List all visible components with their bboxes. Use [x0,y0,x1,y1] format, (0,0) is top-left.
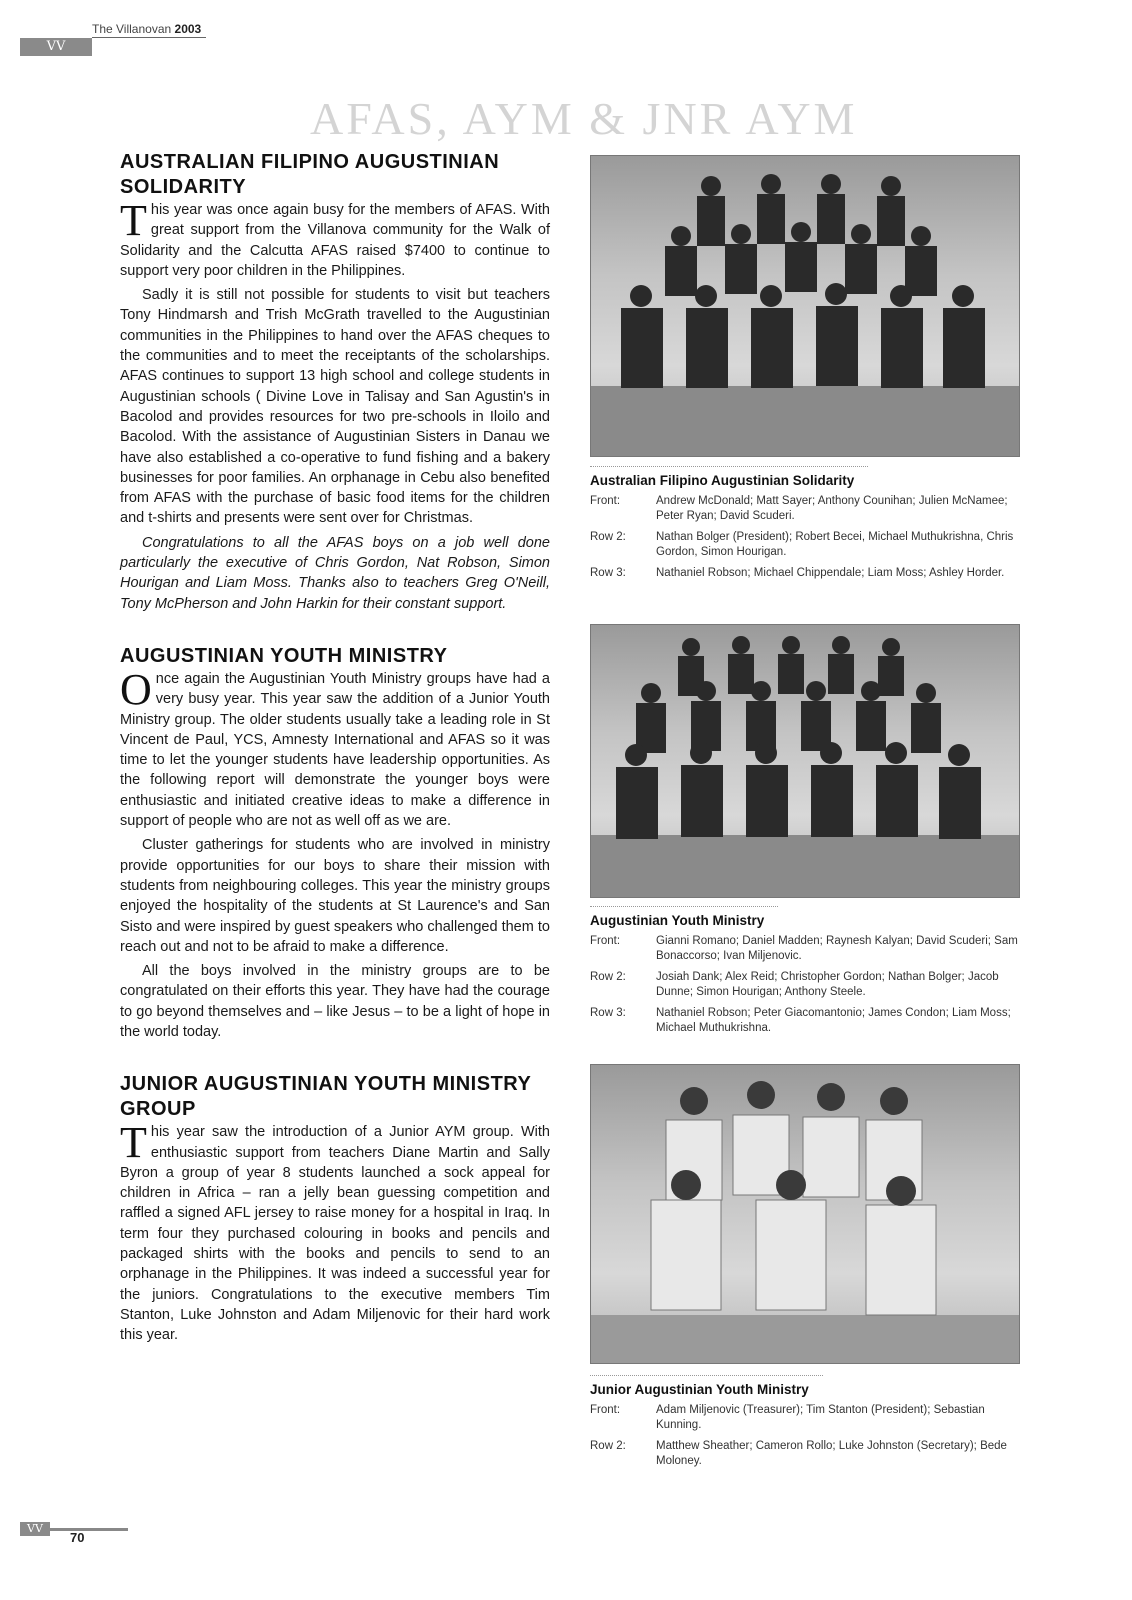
caption-row-label: Front: [590,935,621,947]
aym-heading: AUGUSTINIAN YOUTH MINISTRY [120,644,448,667]
article-column [120,150,550,1376]
footer-rule [50,1528,128,1531]
jnr-dropcap: T [120,1118,147,1168]
publication-header [92,22,201,36]
jnr-section [120,1072,550,1345]
afas-dropcap: T [120,196,147,245]
page-number: 70 [70,1530,85,1545]
caption-row [590,1006,1020,1036]
aym-p1-text: nce again the Augustinian Youth Ministry groups have had a very busy year. This year saw the addition of a Junior Youth Ministry group. The older students usually take a leading role in St Vincent de Paul, YCS, Amnesty International and AFAS so it was time to let the younger students have leadership opportunities. As the following report will demonstrate the younger boys were enthusiastic and initiated creative ideas to make a difference in support of people who are not as well off as we are. [120,670,550,830]
caption-row-names: Gianni Romano; Daniel Madden; Raynesh Kalyan; David Scuderi; Sam Bonaccorso; Ivan Miljenovic. [656,935,1018,962]
caption-row [590,530,1020,560]
caption-row-label: Row 3: [590,567,626,579]
jnr-paragraph-1 [120,1118,550,1345]
publication-name: The Villanovan [92,22,172,36]
afas-paragraph-2: Sadly it is still not possible for students to visit but teachers Tony Hindmarsh and Trish McGrath travelled to the Augustinian communities in the Philippines to hand over the AFAS cheques to the communities and to meet the receiptants of the scholarships. AFAS continues to support 13 high school and college students in Augustinian schools ( Divine Love in Talisay and San Agustin's in Bacolod and provides resources for two pre-schools in Iloilo and Bacolod. With the assistance of Augustinian Sisters in Danau we have also established a co-operative to fund fishing and a bakery businesses for poor families. An orphanage in Cebu also benefited from AFAS with the purchase of basic food items for the children and t-shirts and presents were sent over for Christmas. [120,287,550,527]
header-logo: VV [20,38,92,56]
caption-row [590,566,1020,581]
jnr-p1-text: his year saw the introduction of a Junior AYM group. With enthusiastic support from teachers Diane Martin and Sally Byron a group of year 8 students launched a sock appeal for children in Africa – ran a jelly bean guessing competition and raffled a signed AFL jersey to raise money for a hospital in Iraq. In term four they purchased colouring in books and pencils and packaged shirts with the books and pencils to send to an orphanage in the Philippines. It was indeed a successful year for the juniors. Congratulations to the executive members Tim Stanton, Luke Johnston and Adam Miljenovic for their hard work this year. [120,1124,550,1344]
afas-caption-title: Australian Filipino Augustinian Solidarity [590,466,868,488]
aym-paragraph-2: Cluster gatherings for students who are involved in ministry provide opportunities for our boys to share their mission with students from neighbouring colleges. This year the ministry groups enjoyed the hospitality of the students at St Laurence's and San Sisto and were inspired by guest speakers who challenged them to reach out and not to be afraid to make a difference. [120,837,550,955]
aym-section [120,644,550,1042]
caption-row-names: Nathan Bolger (President); Robert Becei, Michael Muthukrishna, Chris Gordon, Simon Hourigan. [656,531,1014,558]
caption-row-label: Row 2: [590,1440,626,1452]
jnr-caption-title: Junior Augustinian Youth Ministry [590,1375,823,1397]
caption-row [590,934,1020,964]
caption-row-label: Front: [590,495,621,507]
caption-row-names: Nathaniel Robson; Michael Chippendale; Liam Moss; Ashley Horder. [656,567,1005,579]
afas-heading: AUSTRALIAN FILIPINO AUGUSTINIAN SOLIDARITY [120,151,500,198]
jnr-caption [590,1375,1020,1469]
footer-logo: VV [20,1522,50,1536]
afas-group-photo [590,155,1020,457]
caption-row-label: Row 2: [590,531,626,543]
afas-paragraph-3: Congratulations to all the AFAS boys on a job well done particularly the executive of Chris Gordon, Nat Robson, Simon Hourigan and Liam Moss. Thanks also to teachers Greg O'Neill, Tony McPherson and John Harkin for their constant support. [120,534,550,612]
jnr-photo-figures [591,1065,1019,1363]
afas-section [120,150,550,614]
aym-dropcap: O [120,664,152,714]
jnr-heading: JUNIOR AUGUSTINIAN YOUTH MINISTRY GROUP [120,1073,531,1121]
afas-p1-text: his year was once again busy for the members of AFAS. With great support from the Villanova community for the Walk of Solidarity and the Calcutta AFAS raised $7400 to continue to support very poor children in the Philippines. [120,202,550,279]
jnr-group-photo [590,1064,1020,1364]
caption-row [590,1439,1020,1469]
aym-paragraph-3: All the boys involved in the ministry groups are to be congratulated on their efforts this year. They have had the courage to go beyond themselves and – like Jesus – to be a light of hope in the world today. [120,963,550,1040]
page-title: AFAS, AYM & JNR AYM [310,93,858,144]
aym-caption [590,906,1020,1036]
caption-row-label: Row 2: [590,971,626,983]
caption-row-names: Matthew Sheather; Cameron Rollo; Luke Johnston (Secretary); Bede Moloney. [656,1440,1007,1467]
header-rule [92,37,206,38]
aym-paragraph-1 [120,664,550,831]
caption-row-label: Front: [590,1404,621,1416]
caption-row-names: Andrew McDonald; Matt Sayer; Anthony Counihan; Julien McNamee; Peter Ryan; David Scuderi. [656,495,1008,522]
afas-photo-figures [591,156,1019,456]
caption-row [590,1403,1020,1433]
caption-row-names: Josiah Dank; Alex Reid; Christopher Gordon; Nathan Bolger; Jacob Dunne; Simon Hourigan; Anthony Steele. [656,971,999,998]
caption-row-label: Row 3: [590,1007,626,1019]
caption-row-names: Adam Miljenovic (Treasurer); Tim Stanton (President); Sebastian Kunning. [656,1404,985,1431]
caption-row [590,494,1020,524]
caption-row [590,970,1020,1000]
afas-caption [590,466,1020,581]
afas-paragraph-1 [120,196,550,281]
aym-group-photo [590,624,1020,898]
caption-row-names: Nathaniel Robson; Peter Giacomantonio; James Condon; Liam Moss; Michael Muthukrishna. [656,1007,1011,1034]
publication-year: 2003 [174,22,202,36]
aym-photo-figures [591,625,1019,897]
aym-caption-title: Augustinian Youth Ministry [590,906,778,928]
